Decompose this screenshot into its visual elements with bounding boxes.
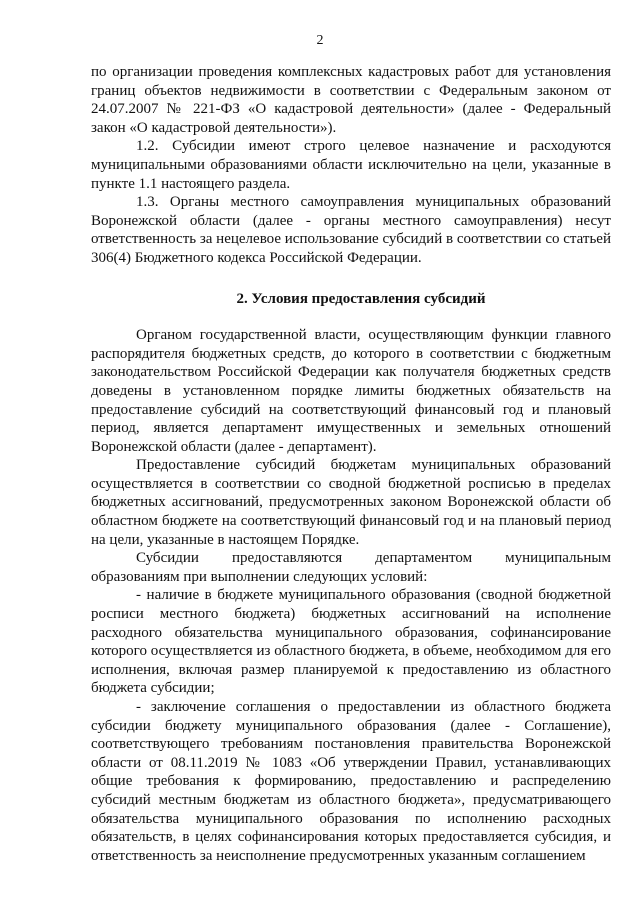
paragraph-2-2: Предоставление субсидий бюджетам муниципальных образований осуществляется в соответствии со сводной бюджетной росписью в пределах бюджетных ассигнований, предусмотренных законом Воронежской области об областном бюджете на соответствующий финансовый год и на плановый период на цели, указанные в настоящем Порядке.: [91, 457, 611, 548]
spacer: [91, 308, 611, 326]
paragraph-2-3: Субсидии предоставляются департаментом муниципальным образованиям при выполнении следующих условий:: [91, 550, 611, 585]
list-item-condition-2: - заключение соглашения о предоставлении из областного бюджета субсидии бюджету муниципального образования (далее - Соглашение), соответствующего требованиям постановления правительства Воронежской области от 08.11.2019 № 1083 «Об утверждении Правил, устанавливающих общие требования к формированию, предоставлению и распределению субсидий местным бюджетам из областного бюджета», предусматривающего обязательства муниципального образования по исполнению расходных обязательств, в целях софинансирования которых предоставляется субсидия, и ответственность за неисполнение предусмотренных указанным соглашением: [91, 699, 611, 864]
page-number: 2: [316, 33, 324, 48]
document-body: [91, 63, 611, 865]
paragraph-1-3: 1.3. Органы местного самоуправления муниципальных образований Воронежской области (далее - органы местного самоуправления) несут ответственность за нецелевое использование субсидий в соответствии со статьей 306(4) Бюджетного кодекса Российской Федерации.: [91, 194, 611, 266]
section-2-heading: 2. Условия предоставления субсидий: [236, 290, 486, 307]
spacer: [91, 268, 611, 290]
paragraph-intro-continuation: по организации проведения комплексных кадастровых работ для установления границ объектов недвижимости в соответствии с Федеральным законом от 24.07.2007 № 221-ФЗ «О кадастровой деятельности» (далее - Федеральный закон «О кадастровой деятельности»).: [91, 64, 611, 136]
paragraph-2-1: Органом государственной власти, осуществляющим функции главного распорядителя бюджетных средств, до которого в соответствии с бюджетным законодательством Российской Федерации как получателя бюджетных средств доведены в установленном порядке лимиты бюджетных обязательств на предоставление субсидий на соответствующий финансовый год и плановый период, является департамент имущественных и земельных отношений Воронежской области (далее - департамент).: [91, 327, 611, 455]
list-item-condition-1: - наличие в бюджете муниципального образования (сводной бюджетной росписи местного бюджета) бюджетных ассигнований на исполнение расходного обязательства муниципального образования, софинансирование которого осуществляется из областного бюджета, в объеме, необходимом для его исполнения, включая размер планируемой к предоставлению из областного бюджета субсидии;: [91, 587, 611, 697]
paragraph-1-2: 1.2. Субсидии имеют строго целевое назначение и расходуются муниципальными образованиями области исключительно на цели, указанные в пункте 1.1 настоящего раздела.: [91, 138, 611, 192]
